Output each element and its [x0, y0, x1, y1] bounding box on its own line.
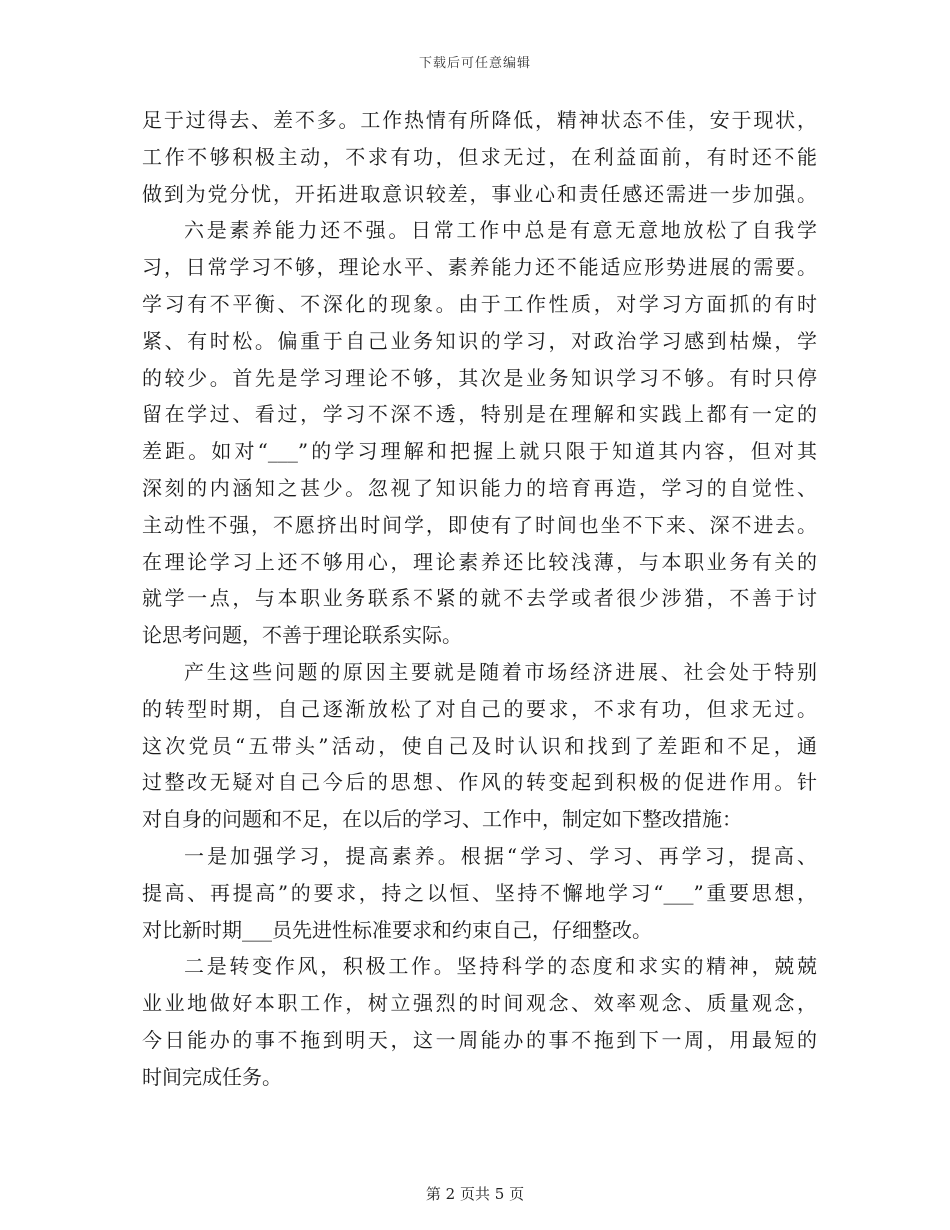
- text-line: 对比新时期___员先进性标准要求和约束自己，仔细整改。: [142, 917, 652, 942]
- text-line: 差距。如对“___”的学习理解和把握上就只限于知道其内容，但对其: [142, 439, 817, 464]
- text-line: 就学一点，与本职业务联系不紧的就不去学或者很少涉猎，不善于讨: [142, 586, 817, 611]
- text-line: 过整改无疑对自己今后的思想、作风的转变起到积极的促进作用。针: [142, 770, 817, 795]
- text-line: 这次党员“五带头”活动，使自己及时认识和找到了差距和不足，通: [142, 733, 817, 758]
- paragraph: [142, 212, 817, 654]
- text-line: 足于过得去、差不多。工作热情有所降低，精神状态不佳，安于现状，: [142, 108, 817, 132]
- document-body: [142, 102, 817, 1096]
- text-line: 产生这些问题的原因主要就是随着市场经济进展、社会处于特别: [184, 659, 817, 684]
- text-line: 习，日常学习不够，理论水平、素养能力还不能适应形势进展的需要。: [142, 255, 817, 280]
- page-footer: 第 2 页共 5 页: [425, 1185, 525, 1203]
- text-line: 的转型时期，自己逐渐放松了对自己的要求，不求有功，但求无过。: [142, 696, 817, 721]
- paragraph: [142, 948, 817, 1095]
- paragraph: [142, 102, 817, 212]
- text-line: 对自身的问题和不足，在以后的学习、工作中，制定如下整改措施：: [142, 807, 742, 832]
- text-line: 提高、再提高”的要求，持之以恒、坚持不懈地学习“___”重要思想，: [142, 880, 817, 905]
- text-line: 工作不够积极主动，不求有功，但求无过，在利益面前，有时还不能: [142, 144, 817, 169]
- page-header: 下载后可任意编辑: [418, 56, 531, 71]
- text-line: 一是加强学习，提高素养。根据“学习、学习、再学习，提高、: [184, 843, 817, 868]
- text-line: 主动性不强，不愿挤出时间学，即使有了时间也坐不下来、深不进去。: [142, 512, 817, 537]
- text-line: 今日能办的事不拖到明天，这一周能办的事不拖到下一周，用最短的: [142, 1027, 817, 1052]
- text-line: 二是转变作风，积极工作。坚持科学的态度和求实的精神，兢兢: [184, 954, 817, 979]
- text-line: 六是素养能力还不强。日常工作中总是有意无意地放松了自我学: [184, 218, 817, 243]
- text-line: 业业地做好本职工作，树立强烈的时间观念、效率观念、质量观念，: [142, 991, 817, 1016]
- text-line: 时间完成任务。: [142, 1064, 282, 1089]
- text-line: 做到为党分忧，开拓进取意识较差，事业心和责任感还需进一步加强。: [142, 181, 817, 206]
- text-line: 论思考问题，不善于理论联系实际。: [142, 623, 462, 648]
- text-line: 留在学过、看过，学习不深不透，特别是在理解和实践上都有一定的: [142, 402, 817, 427]
- text-line: 紧、有时松。偏重于自己业务知识的学习，对政治学习感到枯燥，学: [142, 328, 817, 353]
- text-line: 学习有不平衡、不深化的现象。由于工作性质，对学习方面抓的有时: [142, 291, 817, 316]
- paragraph: [142, 838, 817, 948]
- text-line: 在理论学习上还不够用心，理论素养还比较浅薄，与本职业务有关的: [142, 549, 817, 574]
- text-line: 的较少。首先是学习理论不够，其次是业务知识学习不够。有时只停: [142, 365, 817, 390]
- text-line: 深刻的内涵知之甚少。忽视了知识能力的培育再造，学习的自觉性、: [142, 475, 817, 500]
- paragraph: [142, 654, 817, 838]
